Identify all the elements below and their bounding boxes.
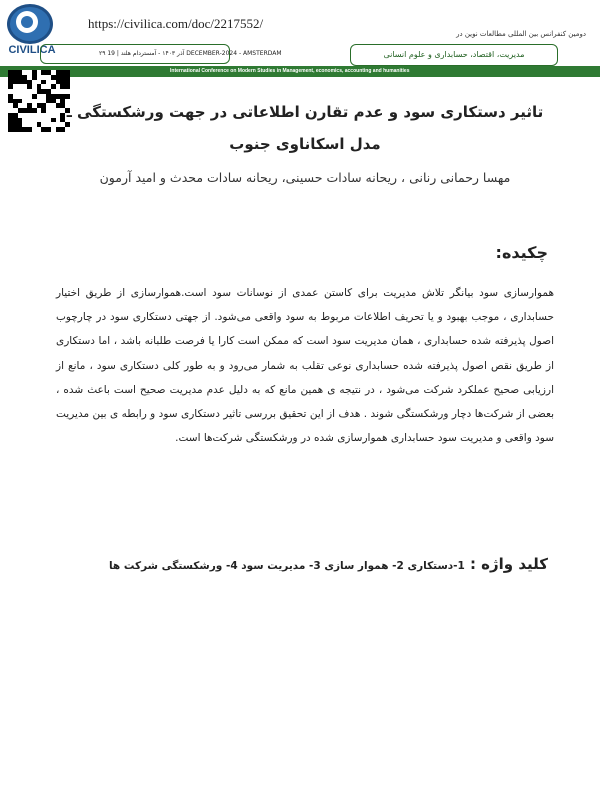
paper-authors: مهسا رحمانی رنانی ، ریحانه سادات حسینی، ریحانه سادات محدث و امید آرمون [99,170,511,185]
document-url[interactable]: https://civilica.com/doc/2217552/ [88,16,264,31]
abstract-text: هموارسازی سود بیانگر تلاش مدیریت برای کاستن عمدی از نوسانات سود است.هموارسازی از طریق اختیار حسابداری ، موجب بهبود و یا تحریف اطلاعات مربوط به سود واقعی می‌شود. از جهتی دستکاری سود در چارچوب اصول پذیرفته شده حسابداری ، همان مدیریت سود است که ممکن است کارا یا فرصت طلبانه باشد ، اما دستکاری از طریق نقص اصول پذیرفته شده حسابداری نوعی تقلب به شمار می‌رود و به طور کلی دستکاری سود ، مانع از ارزیابی صحیح عملکرد شرکت می‌شود ، در نتیجه ی همین مانع که به دلیل عدم مدیریت صحیح است باعث شده ، بعضی از شرکت‌ها دچار ورشکستگی شوند . هدف از این تحقیق بررسی تاثیر دستکاری سود و رابطه ی بین مدیریت سود واقعی و مدیریت سود حسابداری هموارسازی شده در ورشکستگی شرکت‌ها است. [56,287,554,445]
conference-english-title: International Conference on Modern Studies in Management, economics, accounting and humanities [170,68,410,74]
keywords-heading: کلید واژه : [469,555,548,573]
paper-title: تاثیر دستکاری سود و عدم تقارن اطلاعاتی در جهت ورشکستگی ـ مدل اسکاناوی جنوب [66,103,544,153]
logo-text: CIVILICA [8,44,56,56]
conference-date-banner: ۲۹ آذر ۱۴۰۳ - آمستردام هلند | 19 DECEMBER-2024 - AMSTERDAM [40,44,230,64]
conference-subject-banner: مدیریت، اقتصاد، حسابداری و علوم انسانی [350,44,558,66]
abstract-heading: چکیده: [495,243,548,262]
keywords-text: 1-دستکاری 2- هموار سازی 3- مدیریت سود 4- ورشکستگی شرکت ها [108,560,465,572]
conference-title: دومین کنفرانس بین المللی مطالعات نوین در [456,30,586,38]
keywords-line [109,554,548,573]
